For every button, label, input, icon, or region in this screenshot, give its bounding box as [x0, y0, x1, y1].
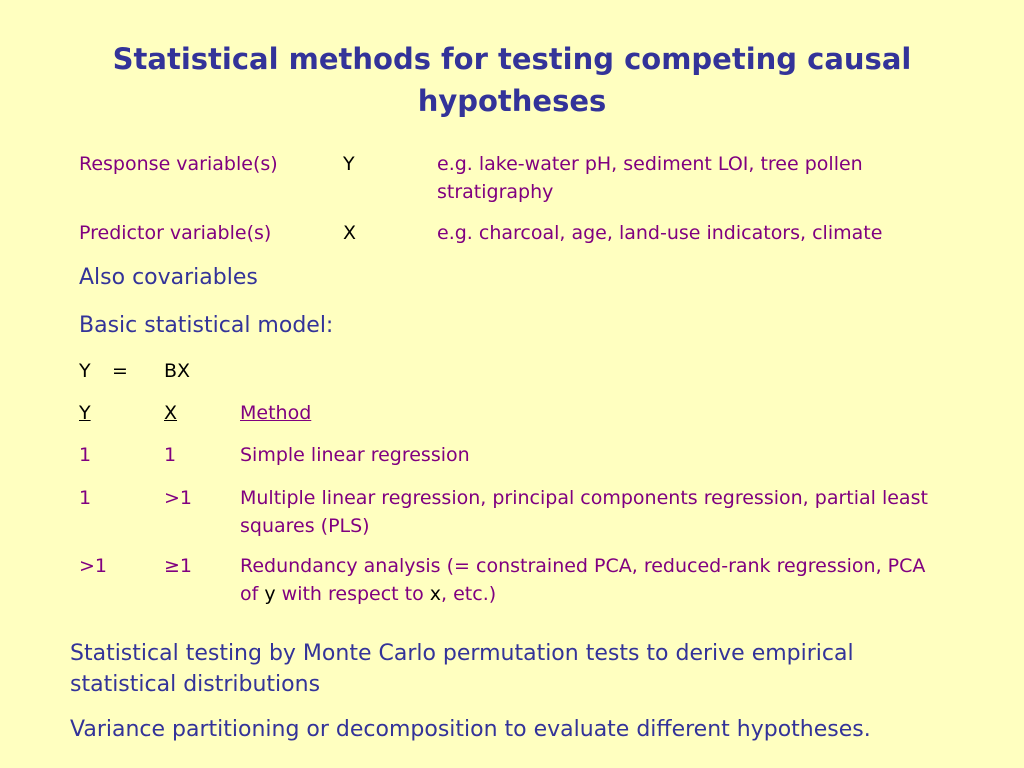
- bottom-point-monte-carlo: Statistical testing by Monte Carlo permutation tests to derive empirical statistical distributions: [70, 641, 854, 697]
- equation-equals: =: [112, 360, 128, 382]
- row-2-method: Multiple linear regression, principal components regression, partial least squares (PLS): [240, 487, 928, 537]
- row-3-method-x: x: [429, 583, 442, 605]
- bottom-point-variance-partitioning: Variance partitioning or decomposition to evaluate different hypotheses.: [70, 717, 871, 742]
- row-3-method-part-3: , etc.): [441, 583, 497, 605]
- row-3-x: ≥1: [164, 555, 193, 577]
- row-2-x: >1: [164, 487, 193, 509]
- equation-rhs: BX: [164, 360, 191, 382]
- also-covariables: Also covariables: [79, 265, 258, 290]
- predictor-variable-label: Predictor variable(s): [79, 222, 272, 244]
- response-variable-symbol: Y: [343, 153, 355, 175]
- header-x: X: [164, 402, 178, 424]
- basic-model-label: Basic statistical model:: [79, 313, 334, 338]
- row-3-method-y: y: [264, 583, 276, 605]
- row-1-y: 1: [79, 444, 92, 466]
- slide-title: Statistical methods for testing competing causal hypotheses: [112, 42, 912, 118]
- response-variable-label: Response variable(s): [79, 153, 278, 175]
- row-3-method-part-1: Redundancy analysis (= constrained PCA, reduced-rank regression, PCA of: [240, 555, 926, 605]
- row-1-x: 1: [164, 444, 177, 466]
- row-3-method-part-2: with respect to: [275, 583, 430, 605]
- response-variable-example: e.g. lake-water pH, sediment LOI, tree pollen stratigraphy: [437, 153, 863, 203]
- predictor-variable-example: e.g. charcoal, age, land-use indicators, climate: [437, 222, 883, 244]
- equation-lhs: Y: [79, 360, 91, 382]
- header-y: Y: [79, 402, 91, 424]
- row-1-method: Simple linear regression: [240, 444, 470, 466]
- row-3-y: >1: [79, 555, 108, 577]
- header-method: Method: [240, 402, 312, 424]
- row-3-method: [240, 552, 940, 608]
- predictor-variable-symbol: X: [343, 222, 357, 244]
- row-2-y: 1: [79, 487, 92, 509]
